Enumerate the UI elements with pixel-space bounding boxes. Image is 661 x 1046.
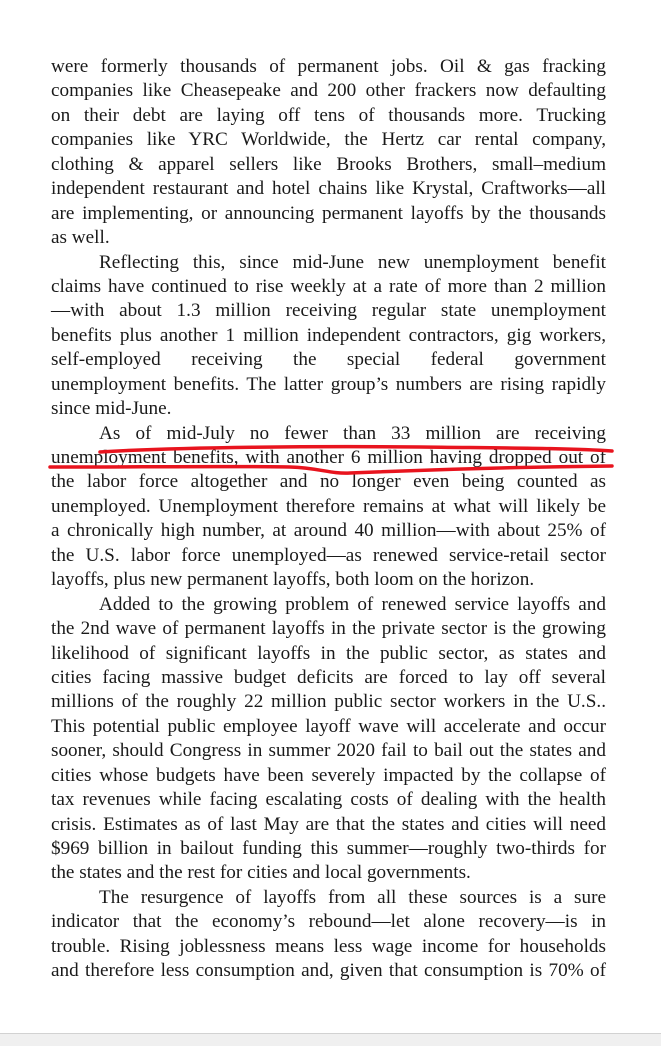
text-line: since mid-June.	[51, 398, 172, 420]
text-line: crisis. Estimates as of last May are that the states and cities will need	[51, 813, 606, 835]
text-line: clothing & apparel sellers like Brooks Brothers, small–medium	[51, 153, 606, 175]
text-line: $969 billion in bailout funding this summer—roughly two-thirds for	[51, 838, 606, 859]
text-line: the labor force altogether and no longer even being counted as	[51, 471, 606, 493]
text-line: Added to the growing problem of renewed service layoffs and	[99, 593, 606, 615]
text-line: were formerly thousands of permanent jobs. Oil & gas fracking	[51, 56, 606, 77]
paragraph-2	[51, 251, 606, 422]
text-line: claims have continued to rise weekly at a rate of more than 2 million	[51, 275, 606, 297]
text-line: companies like Cheasepeake and 200 other frackers now defaulting	[51, 80, 606, 102]
text-line: Reflecting this, since mid-June new unemployment benefit	[99, 251, 606, 273]
text-line: This potential public employee layoff wave will accelerate and occur	[51, 715, 606, 737]
highlighted-text-line: unemployment benefits, with another 6 million having dropped out of	[51, 447, 606, 468]
text-line: self-employed receiving the special federal government	[51, 349, 606, 371]
text-line: cities whose budgets have been severely impacted by the collapse of	[51, 764, 606, 786]
text-line: —with about 1.3 million receiving regular state unemployment	[51, 300, 606, 322]
text-line: The resurgence of layoffs from all these sources is a sure	[99, 886, 606, 908]
text-line: are implementing, or announcing permanent layoffs by the thousands	[51, 202, 606, 224]
text-line: layoffs, plus new permanent layoffs, both loom on the horizon.	[51, 569, 535, 591]
text-line: the states and the rest for cities and local governments.	[51, 862, 471, 884]
text-line: the U.S. labor force unemployed—as renewed service-retail sector	[51, 544, 606, 566]
highlighted-text-line: As of mid-July no fewer than 33 million are receiving	[99, 422, 606, 444]
text-line: millions of the roughly 22 million public sector workers in the U.S..	[51, 691, 606, 713]
text-line: as well.	[51, 227, 110, 249]
text-line: sooner, should Congress in summer 2020 fail to bail out the states and	[51, 740, 606, 762]
paragraph-4	[51, 593, 606, 886]
paragraph-3-highlighted	[51, 422, 606, 593]
text-line: unemployed. Unemployment therefore remains at what will likely be	[51, 495, 606, 517]
paragraph-5	[51, 886, 606, 984]
text-line: trouble. Rising joblessness means less wage income for households	[51, 935, 606, 957]
text-line: on their debt are laying off tens of thousands more. Trucking	[51, 104, 606, 126]
text-line: benefits plus another 1 million independent contractors, gig workers,	[51, 324, 606, 346]
text-line: independent restaurant and hotel chains like Krystal, Craftworks—all	[51, 178, 606, 200]
paragraph-1	[51, 55, 606, 251]
bottom-toolbar-strip	[0, 1033, 661, 1046]
text-line: tax revenues while facing escalating costs of dealing with the health	[51, 789, 606, 811]
text-line: a chronically high number, at around 40 million—with about 25% of	[51, 520, 606, 542]
text-line: likelihood of significant layoffs in the public sector, as states and	[51, 642, 606, 664]
text-line: unemployment benefits. The latter group’s numbers are rising rapidly	[51, 373, 606, 395]
document-body	[51, 55, 606, 984]
text-line: cities facing massive budget deficits are forced to lay off several	[51, 666, 606, 688]
text-line: companies like YRC Worldwide, the Hertz car rental company,	[51, 129, 606, 151]
text-line: and therefore less consumption and, given that consumption is 70% of	[51, 960, 606, 982]
text-line: indicator that the economy’s rebound—let alone recovery—is in	[51, 911, 606, 933]
text-line: the 2nd wave of permanent layoffs in the private sector is the growing	[51, 618, 606, 640]
